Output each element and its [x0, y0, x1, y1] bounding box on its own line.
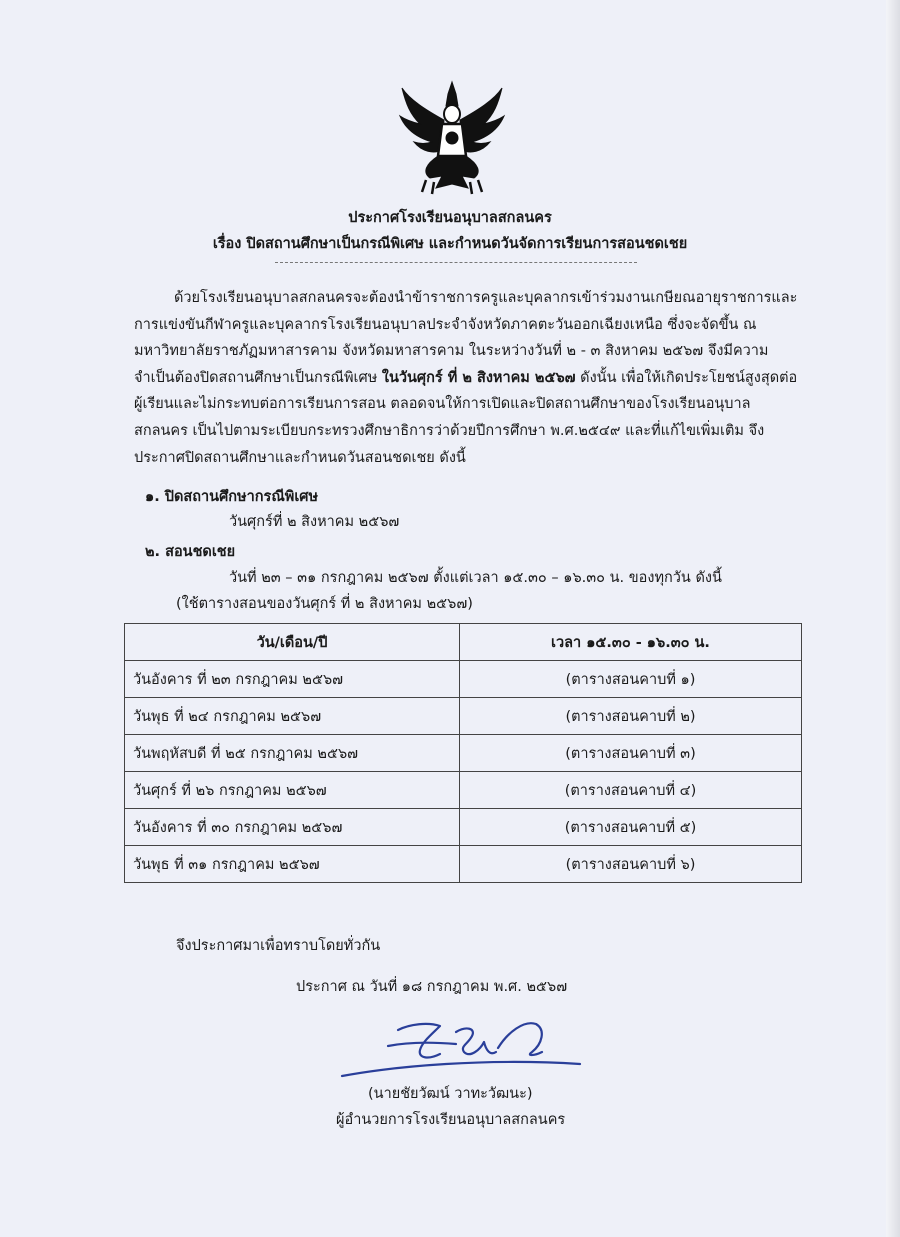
table-row [125, 735, 802, 772]
row-date: วันพฤหัสบดี ที่ ๒๕ กรกฎาคม ๒๕๖๗ [125, 735, 460, 772]
announcement-subject: เรื่อง ปิดสถานศึกษาเป็นกรณีพิเศษ และกำหนดวันจัดการเรียนการสอนชดเชย [212, 236, 688, 252]
col-header-time: เวลา ๑๕.๓๐ - ๑๖.๓๐ น. [460, 624, 802, 661]
row-period: (ตารางสอนคาบที่ ๒) [460, 698, 802, 735]
item2-heading: ๒. สอนชดเชย [145, 544, 236, 560]
makeup-schedule-table [124, 623, 802, 883]
row-period: (ตารางสอนคาบที่ ๑) [460, 661, 802, 698]
table-row [125, 809, 802, 846]
table-row [125, 772, 802, 809]
item2-detail: วันที่ ๒๓ – ๓๑ กรกฎาคม ๒๕๖๗ ตั้งแต่เวลา ๑๕.๓๐ – ๑๖.๓๐ น. ของทุกวัน ดังนี้ [229, 570, 722, 586]
paper-edge-shadow [886, 0, 900, 1237]
row-date: วันอังคาร ที่ ๓๐ กรกฎาคม ๒๕๖๗ [125, 809, 460, 846]
row-date: วันอังคาร ที่ ๒๓ กรกฎาคม ๒๕๖๗ [125, 661, 460, 698]
intro-bold-date: ในวันศุกร์ ที่ ๒ สิงหาคม ๒๕๖๗ [381, 369, 576, 386]
row-date: วันพุธ ที่ ๓๑ กรกฎาคม ๒๕๖๗ [125, 846, 460, 883]
closing-statement: จึงประกาศมาเพื่อทราบโดยทั่วกัน [176, 938, 381, 954]
intro-text-2: ดังนั้น เพื่อให้เกิดประโยชน์สูงสุดต่อผู้เรียนและไม่กระทบต่อการเรียนการสอน ตลอดจนให้การเปิดและปิดสถานศึกษาของโรงเรียนอนุบาลสกลนคร เป็นไปตามระเบียบกระทรวงศึกษาธิการว่าด้วยปีการศึกษา พ.ศ.๒๕๔๙ และที่แก้ไขเพิ่มเติม จึงประกาศปิดสถานศึกษาและกำหนดวันสอนชดเชย ดังนี้ [134, 369, 798, 466]
row-period: (ตารางสอนคาบที่ ๓) [460, 735, 802, 772]
intro-paragraph [134, 285, 798, 471]
row-period: (ตารางสอนคาบที่ ๔) [460, 772, 802, 809]
table-header-row [125, 624, 802, 661]
item1-heading: ๑. ปิดสถานศึกษากรณีพิเศษ [145, 489, 319, 505]
garuda-emblem-icon [396, 80, 508, 198]
table-row [125, 846, 802, 883]
signer-position: ผู้อำนวยการโรงเรียนอนุบาลสกลนคร [336, 1112, 566, 1128]
signer-name: (นายชัยวัฒน์ วาทะวัฒนะ) [368, 1086, 533, 1102]
item2-note: (ใช้ตารางสอนของวันศุกร์ ที่ ๒ สิงหาคม ๒๕๖๗) [176, 596, 473, 612]
table-row [125, 661, 802, 698]
announcement-date: ประกาศ ณ วันที่ ๑๘ กรกฎาคม พ.ศ. ๒๕๖๗ [296, 979, 568, 995]
announcement-title: ประกาศโรงเรียนอนุบาลสกลนคร [348, 210, 552, 226]
row-date: วันพุธ ที่ ๒๔ กรกฎาคม ๒๕๖๗ [125, 698, 460, 735]
signature-image [336, 1012, 586, 1082]
table-row [125, 698, 802, 735]
col-header-date: วัน/เดือน/ปี [125, 624, 460, 661]
divider [275, 262, 637, 263]
row-period: (ตารางสอนคาบที่ ๖) [460, 846, 802, 883]
item1-detail: วันศุกร์ที่ ๒ สิงหาคม ๒๕๖๗ [229, 514, 400, 530]
row-period: (ตารางสอนคาบที่ ๕) [460, 809, 802, 846]
row-date: วันศุกร์ ที่ ๒๖ กรกฎาคม ๒๕๖๗ [125, 772, 460, 809]
intro-text-1: ด้วยโรงเรียนอนุบาลสกลนครจะต้องนำข้าราชการครูและบุคลากรเข้าร่วมงานเกษียณอายุราชการและการแข่งขันกีฬาครูและบุคลากรโรงเรียนอนุบาลประจำจังหวัดภาคตะวันออกเฉียงเหนือ ซึ่งจะจัดขึ้น ณ มหาวิทยาลัยราชภัฏมหาสารคาม จังหวัดมหาสารคาม ในระหว่างวันที่ ๒ - ๓ สิงหาคม ๒๕๖๗ จึงมีความจำเป็นต้องปิดสถานศึกษาเป็นกรณีพิเศษ [134, 290, 798, 386]
